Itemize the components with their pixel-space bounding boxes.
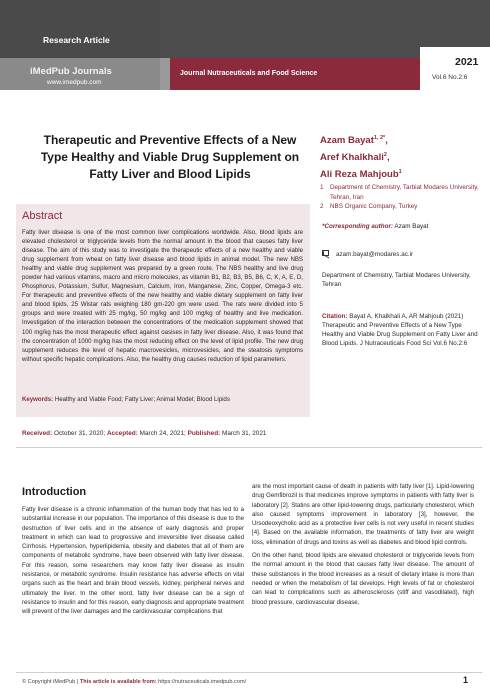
- abstract-body: Fatty liver disease is one of the most common liver complications worldwide. Also, blood lipids are elevated cholesterol or triglyceride levels from the normal amount in the blood that causes fatty liver disease. The aim of this study was to investigate the therapeutic effects of a new healthy and viable drug supplement from wheat on fatty liver disease and blood lipids in animal model. The new NBS healthy and viable drug supplement was prepared by a green route. The NBS healthy and live drug powder had various vitamins, macro and micro molecules, as vitamin B1, B2, B3, B5, B6, C, K, A, E, D, Phosphorus, Potassium, Sulfur, Magnesium, Calcium, Iron, Manganese, Zinc, Copper, Omega-3 etc. For therapeutic and preventive effects of the new healthy and viable dietary supplement on fatty liver and blood lipids, 25 Wistar rats weighing 180 gm-220 gm were used. The rats were divided into 5 groups and were treated with 25 mg/kg, 50 mg/kg and 100 mg/kg of healthy and live medication. Investigation of the interaction between the concentrations of the medication supplement showed that 100 mg/kg has the most therapeutic effect against oasises in fatty liver disease. Also, it was found that the concentration of 1000 mg/kg has the most reducing effect on the level of lipid profile. The new drug supplement reduces the level of hepatic macrovesicles, microvesicles, and the steatosis symptoms without specific hepatic complications. Also, the healthy drug causes reduction of lipid parameters.: [22, 229, 303, 363]
- introduction-right-column: [252, 482, 474, 607]
- article-type: Research Article: [43, 35, 110, 45]
- publisher-url[interactable]: www.imedpub.com: [47, 79, 102, 86]
- received-label: Received:: [22, 430, 53, 437]
- author-name: Azam Bayat: [320, 135, 374, 147]
- author-list: [320, 131, 480, 182]
- footer: [22, 679, 246, 685]
- publication-year: 2021: [455, 56, 479, 68]
- divider: [16, 447, 482, 448]
- article-dates: [22, 430, 266, 437]
- received-date: October 31, 2020;: [53, 430, 106, 437]
- keywords-text: Healthy and Viable Food; Fatty Liver; Animal Model; Blood Lipids: [54, 396, 230, 403]
- corr-label: *Corresponding author:: [322, 223, 394, 230]
- abstract-heading: Abstract: [22, 210, 63, 222]
- accepted-date: March 24, 2021;: [139, 430, 186, 437]
- paper-title: Therapeutic and Preventive Effects of a New Type Healthy and Viable Drug Supplement on Fatty Liver and Blood Lipids: [40, 133, 300, 181]
- keywords-label: Keywords:: [22, 396, 54, 403]
- paragraph: On the other hand, blood lipids are elevated cholesterol or triglyceride levels from the normal amount in the blood that causes fatty liver disease. The amount of these substances in the blood increases as a result of dietary intake is more than needed or when the metabolism of fat develops. High levels of fat or cholesterol can lead to complications such as atherosclerosis (stiff and vasodilated), high blood pressure, cardiovascular disease,: [252, 552, 474, 606]
- footer-divider: [16, 672, 482, 673]
- journal-name: Journal Nutraceuticals and Food Science: [180, 70, 318, 77]
- introduction-left-column: Fatty liver disease is a chronic inflammation of the human body that has led to a substantial increase in our population. The importance of this disease is due to the destruction of liver cells and in the absence of early diagnosis and proper treatment in which can lead to progressive and irreversible liver disease called Cirrhosis. Hypertension, hyperlipidemia, obesity and diabetes that all of them are components of metabolic syndrome, have been observed with fatty liver disease. For this reason, some researchers may know fatty liver disease as insulin resistance, or metabolic syndrome. Insulin resistance has adverse effects on vital organs such as the heart and brain blood vessels, kidney, peripheral nerves and ultimately the liver. In the other word, fatty liver disease can be a sign of resistance to insulin and for this reason, early diagnosis and appropriate treatment will prevent of the liver damages and the cardiovascular complications that: [22, 506, 244, 616]
- author: [320, 131, 480, 148]
- publisher-brand: iMedPub Journals: [30, 66, 112, 77]
- affiliation-text: NBS Organic Company, Turkey: [330, 203, 418, 210]
- affiliations: [320, 183, 480, 212]
- affiliation: [320, 202, 480, 212]
- affiliation-num: 2: [320, 203, 324, 210]
- author: [320, 165, 480, 182]
- corr-affiliation: Department of Chemistry, Tarbiat Modares University, Tehran: [322, 272, 471, 288]
- available-label: This article is available from:: [79, 679, 157, 685]
- affiliation-text: Department of Chemistry, Tarbiat Modares University, Tehran, Iran: [330, 184, 479, 201]
- footer-url[interactable]: https://nutraceuticals.imedpub.com/: [156, 679, 247, 685]
- page-number: 1: [463, 675, 469, 685]
- year-box: [420, 47, 490, 90]
- copyright: © Copyright iMedPub: [22, 679, 76, 685]
- published-date: March 31, 2021: [222, 430, 267, 437]
- affiliation: [320, 183, 480, 202]
- corr-email[interactable]: azam.bayat@modares.ac.ir: [336, 251, 414, 258]
- published-label: Published:: [187, 430, 221, 437]
- mail-icon: [322, 250, 329, 256]
- footer-sep: |: [75, 679, 80, 685]
- volume-issue: Vol.6 No.2:6: [432, 74, 468, 81]
- citation: [322, 312, 482, 348]
- author-name: Ali Reza Mahjoub: [320, 169, 399, 181]
- accepted-label: Accepted:: [106, 430, 138, 437]
- citation-label: Citation:: [322, 313, 348, 320]
- author-sup: 1, 2*: [373, 135, 386, 141]
- paragraph: are the most important cause of death in patients with fatty liver [1]. Lipid-lowering drug Gemfibrozil is that medicines improve symptoms in patients with fatty liver is laboratory [2]. Statins are other lipid-lowering drugs, particularly cholesterol, which also caused symptoms improvement in laboratory [3], however, the Ursodeoxycholic acid as a protective liver cells is not very useful in recent studies [4]. Based on the available information, the treatments of fatty liver are weight loss, elimination of drugs and toxins as well as diabetes and blood lipid controls.: [252, 483, 474, 546]
- keywords: [22, 396, 230, 403]
- author-sep: ,: [386, 152, 390, 164]
- author-sup: 1: [398, 169, 402, 176]
- affiliation-num: 1: [320, 184, 324, 191]
- citation-text: Bayat A, Khalkhali A, AR Mahjoub (2021) Therapeutic and Preventive Effects of a New Type Healthy and Viable Drug Supplement on Fatty Liver and Blood Lipids. J Nutraceuticals Food Sci Vol.6 No.2:6: [322, 313, 478, 347]
- author-sep: ,: [385, 135, 388, 147]
- author-name: Aref Khalkhali: [320, 152, 384, 164]
- corresponding-author: [322, 223, 428, 230]
- header-brand-block-top: [0, 0, 160, 58]
- author: [320, 148, 480, 165]
- corr-author: Azam Bayat: [394, 223, 429, 230]
- introduction-heading: Introduction: [22, 486, 87, 498]
- author-sup: 2: [383, 152, 387, 159]
